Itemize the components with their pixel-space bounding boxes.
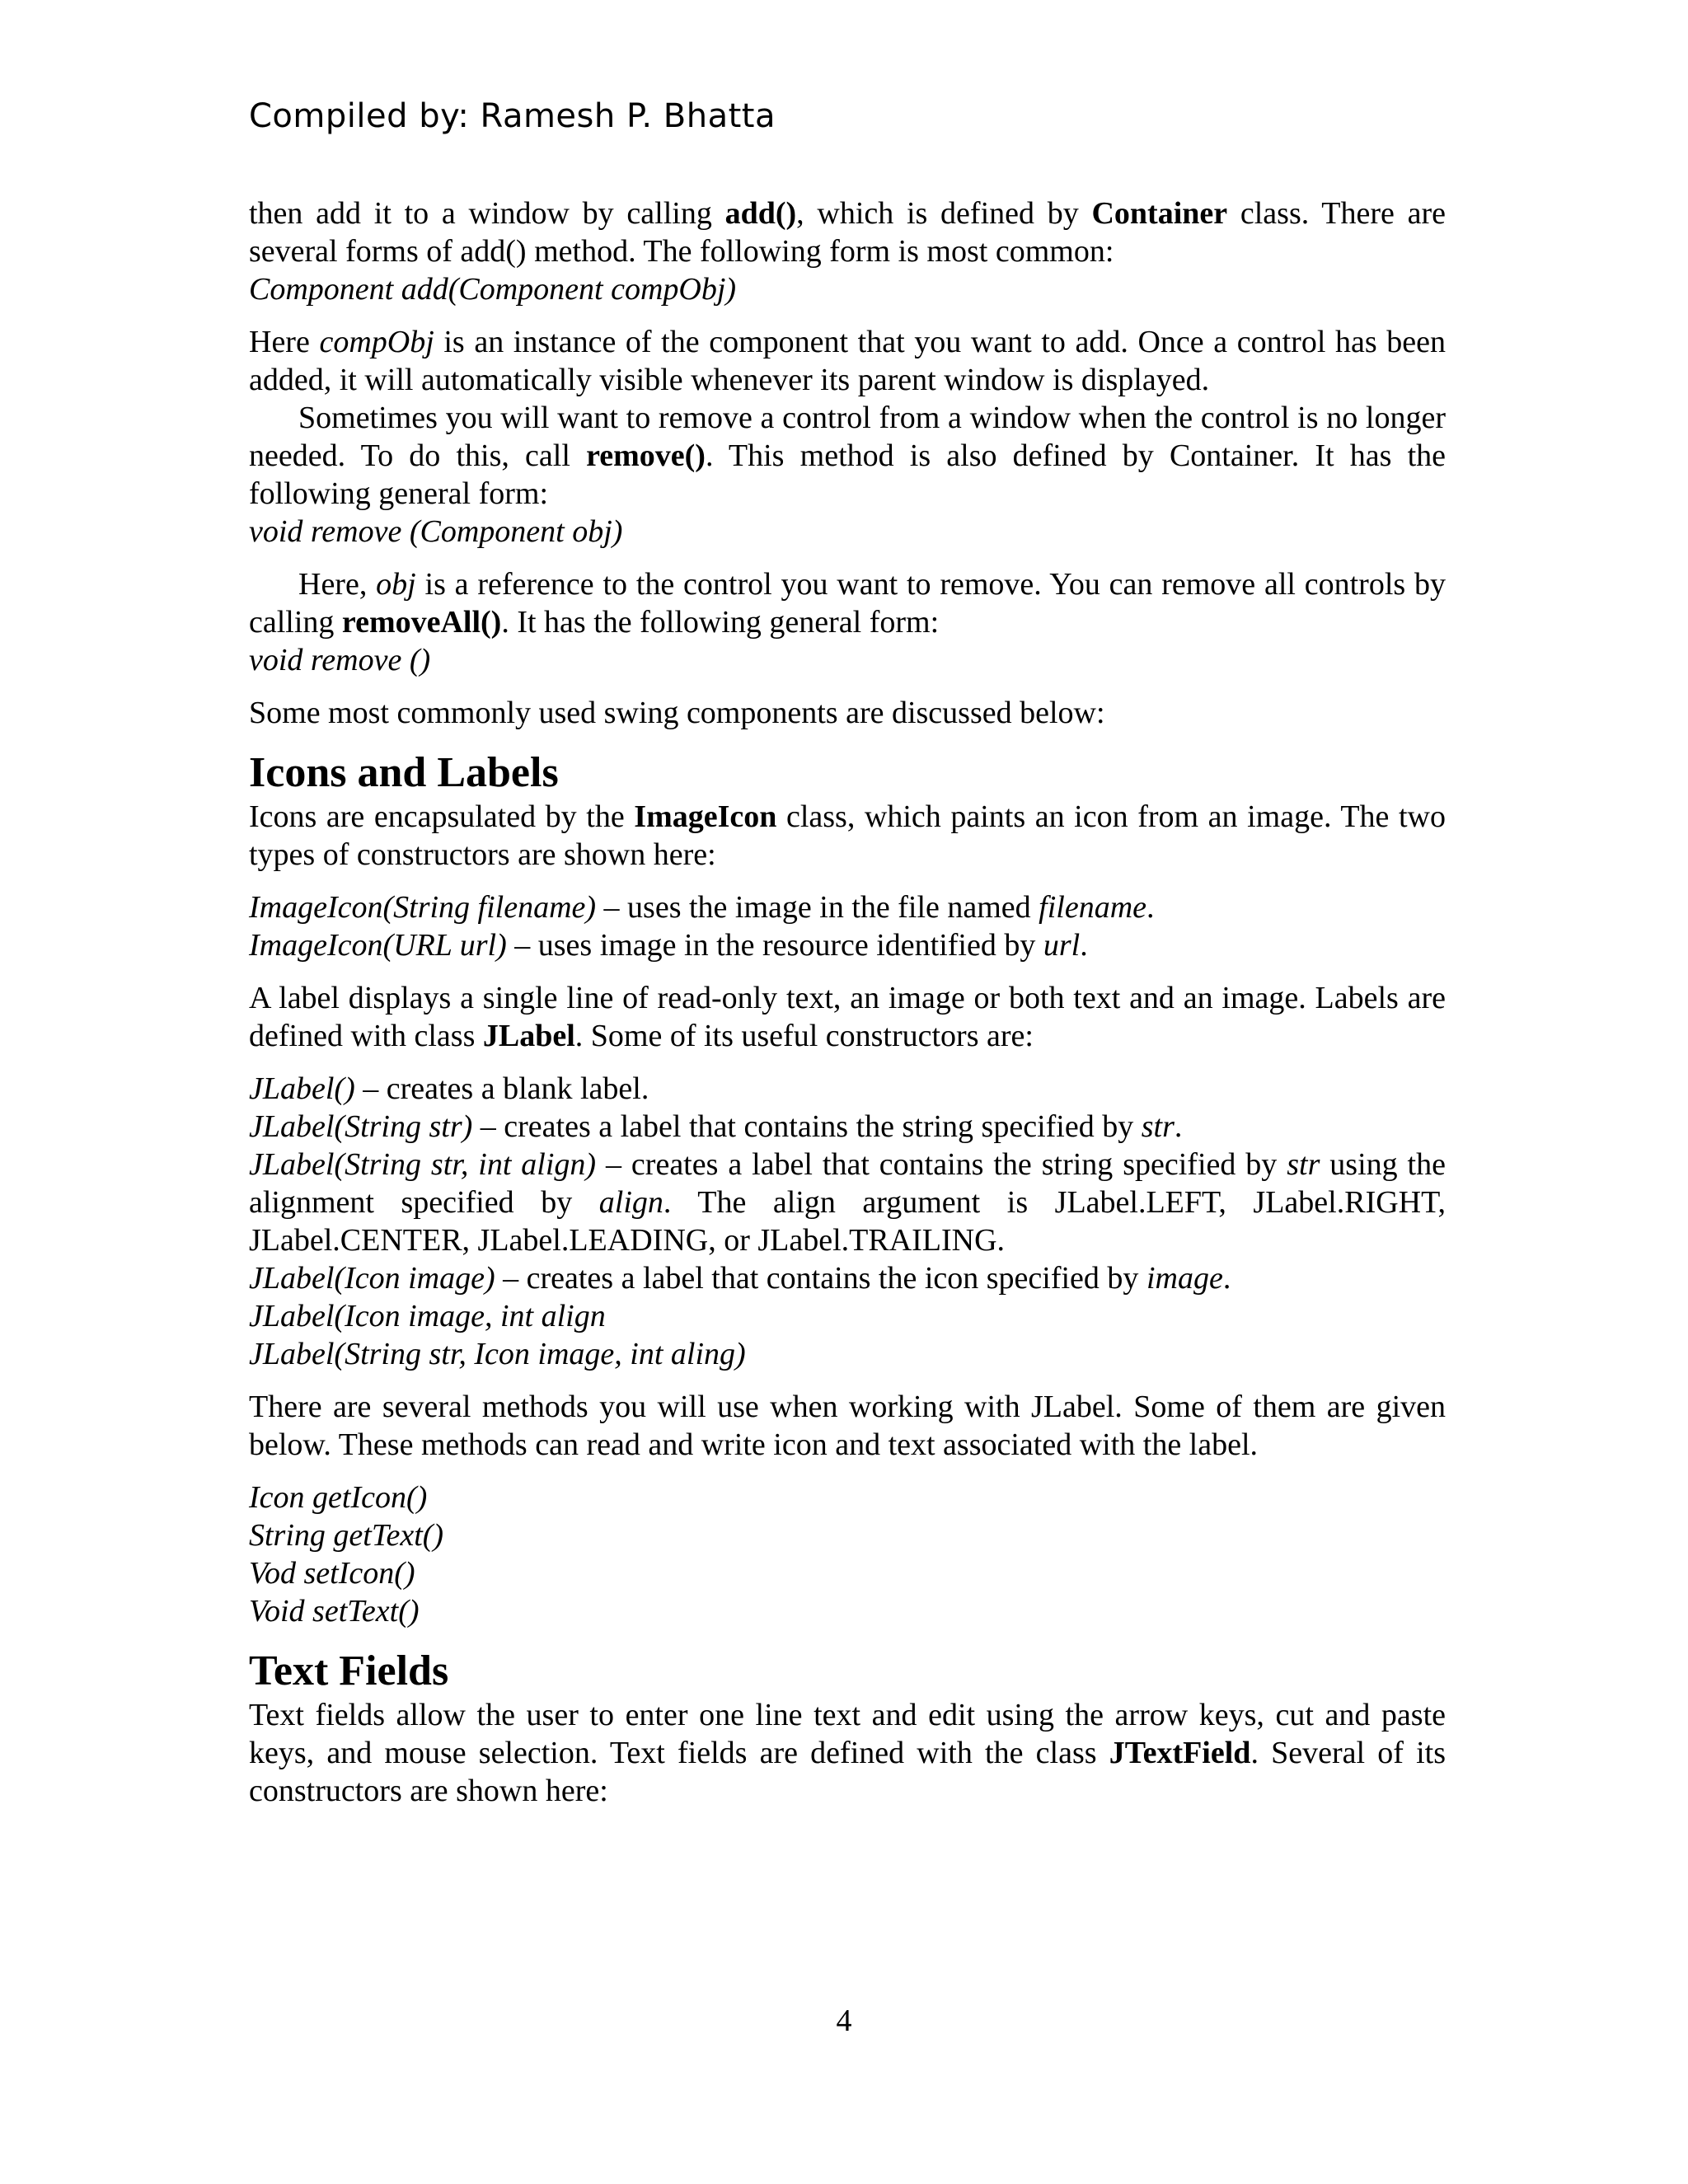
text-span: is a reference to the control you want to remove. You can remove all controls by calling <box>249 567 1446 640</box>
jlabel-constructor-string-icon-align: JLabel(String str, Icon image, int aling) <box>249 1337 746 1371</box>
signature: JLabel(String str) <box>249 1109 473 1144</box>
bold-term: add() <box>724 196 797 231</box>
text-span: – uses the image in the file named <box>596 890 1039 925</box>
text-span: . <box>1146 890 1155 925</box>
paragraph-remove <box>249 399 1446 513</box>
signature: JLabel(String str, int align) <box>249 1147 597 1182</box>
italic-term: compObj <box>319 325 434 359</box>
italic-term: str <box>1141 1109 1175 1144</box>
text-span: – creates a label that contains the string specified by <box>472 1109 1142 1144</box>
jlabel-constructor-icon-align: JLabel(Icon image, int align <box>249 1299 606 1333</box>
text-span: Icons are encapsulated by the <box>249 799 635 834</box>
jlabel-constructor-icon <box>249 1259 1446 1297</box>
text-span: class. There are several forms of add() method. The following form is most common: <box>249 196 1446 269</box>
text-span: , which is defined by <box>796 196 1092 231</box>
bold-term: Container <box>1091 196 1228 231</box>
text-span: using the alignment specified by <box>249 1147 1446 1220</box>
text-span: . The align argument is JLabel.LEFT, JLabel.RIGHT, JLabel.CENTER, JLabel.LEADING, or JLabel.TRAILING. <box>249 1185 1447 1258</box>
page-number: 4 <box>836 2004 852 2038</box>
signature: JLabel(Icon image) <box>249 1261 495 1296</box>
italic-term: str <box>1287 1147 1320 1182</box>
paragraph-compobj <box>249 323 1446 399</box>
jlabel-constructor-blank <box>249 1070 1446 1108</box>
text-span: Here, <box>298 567 377 602</box>
paragraph-imageicon <box>249 798 1446 874</box>
signature: ImageIcon(String filename) <box>249 890 597 925</box>
method-get-icon: Icon getIcon() <box>249 1480 428 1515</box>
jlabel-constructor-string-align <box>249 1146 1446 1259</box>
text-span: . <box>1222 1261 1231 1296</box>
italic-term: filename <box>1039 890 1147 925</box>
imageicon-constructor-list <box>249 888 1446 964</box>
text-span: . This method is also defined by Container. It has the following general form: <box>249 438 1446 511</box>
imageicon-constructor-url <box>249 926 1446 964</box>
jlabel-constructor-list <box>249 1070 1446 1373</box>
text-span: . Some of its useful constructors are: <box>574 1019 1034 1053</box>
paragraph-jlabel <box>249 979 1446 1055</box>
italic-term: align <box>598 1185 663 1220</box>
paragraph-jlabel-methods: There are several methods you will use when working with JLabel. Some of them are given below. These methods can read and write icon and text associated with the label. <box>249 1390 1446 1462</box>
text-span: . <box>1174 1109 1183 1144</box>
text-span: Text fields allow the user to enter one line text and edit using the arrow keys, cut and paste keys, and mouse selection. Text fields are defined with the class <box>249 1698 1446 1770</box>
method-set-text: Void setText() <box>249 1594 420 1629</box>
text-span: – uses image in the resource identified by <box>506 928 1043 963</box>
bold-term: remove() <box>586 438 706 473</box>
italic-term: obj <box>376 567 416 602</box>
paragraph-text-fields <box>249 1696 1446 1810</box>
code-remove-all-signature: void remove () <box>249 643 431 677</box>
text-span: – creates a label that contains the string specified by <box>596 1147 1287 1182</box>
paragraph-remove-all <box>249 565 1446 641</box>
bold-term: removeAll() <box>341 605 502 640</box>
code-add-signature: Component add(Component compObj) <box>249 272 737 307</box>
page-content <box>249 194 1446 1810</box>
signature: ImageIcon(URL url) <box>249 928 507 963</box>
text-span: then add it to a window by calling <box>249 196 725 231</box>
jlabel-constructor-string <box>249 1108 1446 1146</box>
italic-term: image <box>1146 1261 1223 1296</box>
italic-term: url <box>1043 928 1081 963</box>
bold-term: JTextField <box>1109 1736 1251 1770</box>
text-span: is an instance of the component that you want to add. Once a control has been added, it will automatically visible whenever its parent window is displayed. <box>249 325 1446 397</box>
heading-icons-and-labels: Icons and Labels <box>249 749 559 796</box>
text-span: Sometimes you will want to remove a control from a window when the control is no longer needed. To do this, call <box>249 401 1446 473</box>
imageicon-constructor-filename <box>249 888 1446 926</box>
text-span: . It has the following general form: <box>501 605 940 640</box>
text-span: Here <box>249 325 320 359</box>
paragraph-add-intro <box>249 194 1446 270</box>
paragraph-swing-components: Some most commonly used swing components are discussed below: <box>249 696 1105 730</box>
bold-term: JLabel <box>482 1019 575 1053</box>
text-span: . <box>1080 928 1088 963</box>
text-span: A label displays a single line of read-only text, an image or both text and an image. Labels are defined with class <box>249 981 1446 1053</box>
method-get-text: String getText() <box>249 1518 444 1553</box>
running-header: Compiled by: Ramesh P. Bhatta <box>249 97 776 135</box>
method-set-icon: Vod setIcon() <box>249 1556 415 1591</box>
text-span: class, which paints an icon from an image. The two types of constructors are shown here: <box>249 799 1446 872</box>
heading-text-fields: Text Fields <box>249 1647 449 1694</box>
signature: JLabel() <box>249 1071 355 1106</box>
bold-term: ImageIcon <box>634 799 777 834</box>
text-span: . Several of its constructors are shown here: <box>249 1736 1446 1808</box>
text-span: – creates a blank label. <box>354 1071 649 1106</box>
jlabel-method-list <box>249 1479 1446 1630</box>
code-remove-signature: void remove (Component obj) <box>249 514 623 549</box>
text-span: – creates a label that contains the icon specified by <box>495 1261 1146 1296</box>
